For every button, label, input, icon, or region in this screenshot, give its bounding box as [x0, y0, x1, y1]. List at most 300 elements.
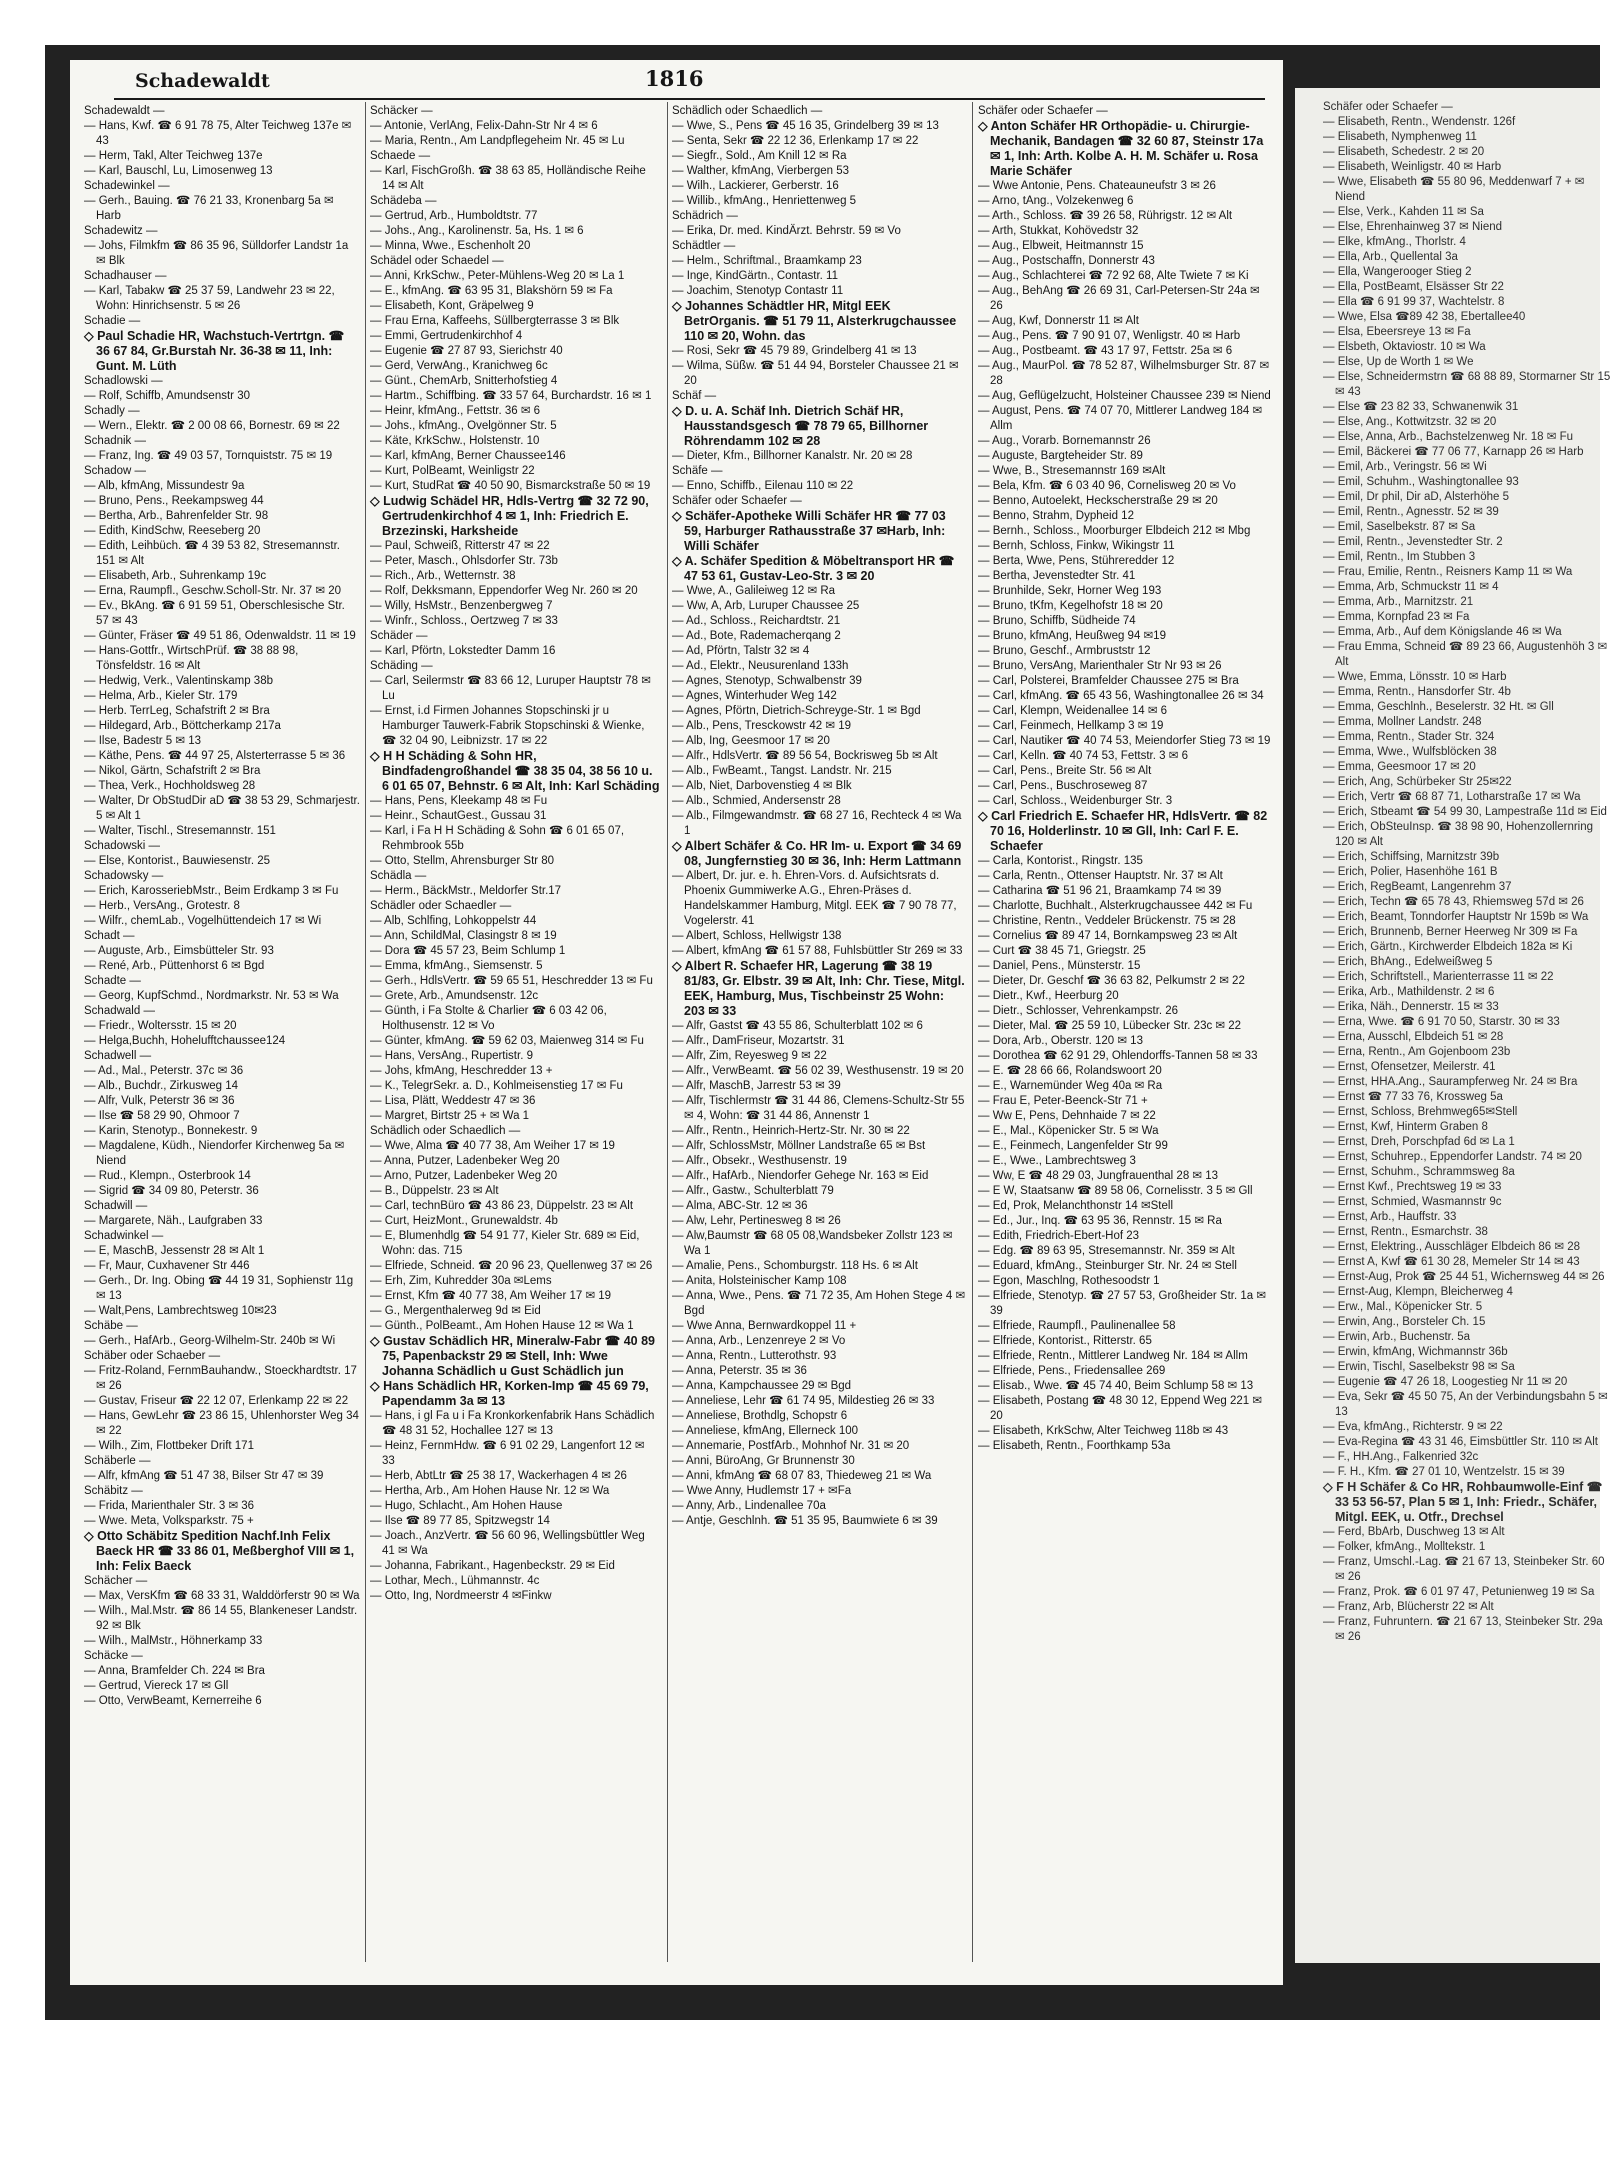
directory-entry: — Emil, Arb., Veringstr. 56 ✉ Wi	[1323, 461, 1487, 473]
directory-entry: — Ad., Mal., Peterstr. 37c ✉ 36	[84, 1065, 244, 1077]
surname-heading: Schadt —	[84, 930, 135, 942]
directory-entry: — Inge, KindGärtn., Contastr. 11	[672, 270, 838, 282]
directory-entry: — Ernst Kwf., Prechtsweg 19 ✉ 33	[1323, 1181, 1502, 1193]
directory-entry: ◇ H H Schäding & Sohn HR, Bindfadengroßhandel ☎ 38 35 04, 38 56 10 u. 6 01 65 07, Behnstr. 6 ✉ Alt, Inh: Karl Schäding	[370, 749, 660, 793]
surname-heading: Schädtler —	[672, 240, 736, 252]
directory-entry: — Wwe, Alma ☎ 40 77 38, Am Weiher 17 ✉ 19	[370, 1140, 615, 1152]
directory-entry: — Auguste, Bargteheider Str. 89	[978, 450, 1143, 462]
directory-entry: — Ernst, Schuhm., Schrammsweg 8a	[1323, 1166, 1515, 1178]
directory-entry: — Folker, kfmAng., Molltekstr. 1	[1323, 1541, 1486, 1553]
directory-entry: — Emma, Mollner Landstr. 248	[1323, 716, 1482, 728]
surname-heading: Schäfer oder Schaefer —	[672, 495, 802, 507]
directory-entry: — Agnes, Pförtn, Dietrich-Schreyge-Str. 1 ✉ Bgd	[672, 705, 921, 717]
directory-entry: — Agnes, Stenotyp, Schwalbenstr 39	[672, 675, 862, 687]
directory-entry: — Erich, Beamt, Tonndorfer Hauptstr Nr 159b ✉ Wa	[1323, 911, 1589, 923]
directory-entry: ◇ Otto Schäbitz Spedition Nachf.Inh Felix Baeck HR ☎ 33 86 01, Meßberghof VIII ✉ 1, Inh: Felix Baeck	[84, 1529, 358, 1573]
directory-entry: — Ernst, Kwf, Hinterm Graben 8	[1323, 1121, 1488, 1133]
directory-entry: — Erich, Polier, Hasenhöhe 161 B	[1323, 866, 1498, 878]
directory-entry: — Anna, Putzer, Ladenbeker Weg 20	[370, 1155, 560, 1167]
directory-entry: — Winfr., Schloss., Oertzweg 7 ✉ 33	[370, 615, 558, 627]
directory-entry: — Anneliese, kfmAng, Ellerneck 100	[672, 1425, 859, 1437]
directory-entry: — E., Wwe., Lambrechtsweg 3	[978, 1155, 1136, 1167]
directory-entry: — Charlotte, Buchhalt., Alsterkrugchaussee 442 ✉ Fu	[978, 900, 1253, 912]
surname-heading: Schadte —	[84, 975, 141, 987]
directory-entry: — Enno, Schiffb., Eilenau 110 ✉ 22	[672, 480, 854, 492]
directory-entry: — Carl, Nautiker ☎ 40 74 53, Meiendorfer Stieg 73 ✉ 19	[978, 735, 1271, 747]
directory-entry: — Willy, HsMstr., Benzenbergweg 7	[370, 600, 553, 612]
directory-entry: — Annemarie, PostfArb., Mohnhof Nr. 31 ✉ 20	[672, 1440, 910, 1452]
directory-entry: — Anna, Wwe., Pens. ☎ 71 72 35, Am Hohen Stege 4 ✉ Bgd	[672, 1290, 969, 1317]
directory-entry: — Frau E, Peter-Beenck-Str 71 +	[978, 1095, 1148, 1107]
surname-heading: Schadnik —	[84, 435, 147, 447]
directory-entry: — Else ☎ 23 82 33, Schwanenwik 31	[1323, 401, 1519, 413]
directory-entry: — Hans, Kwf. ☎ 6 91 78 75, Alter Teichweg 137e ✉ 43	[84, 120, 355, 147]
directory-entry: ◇ A. Schäfer Spedition & Möbeltransport HR ☎ 47 53 61, Gustav-Leo-Str. 3 ✉ 20	[672, 554, 958, 583]
directory-entry: — Anneliese, Lehr ☎ 61 74 95, Mildestieg 26 ✉ 33	[672, 1395, 935, 1407]
directory-entry: — Edith, Friedrich-Ebert-Hof 23	[978, 1230, 1140, 1242]
surname-heading: Schadie —	[84, 315, 141, 327]
directory-entry: — Wwe, Elisabeth ☎ 55 80 96, Meddenwarf 7 + ✉ Niend	[1323, 176, 1588, 203]
directory-entry: — Else, Up de Worth 1 ✉ We	[1323, 356, 1474, 368]
directory-entry: — Hartm., Schiffbing. ☎ 33 57 64, Burchardstr. 16 ✉ 1	[370, 390, 652, 402]
directory-entry: — Alw,Baumstr ☎ 68 05 08,Wandsbeker Zollstr 123 ✉ Wa 1	[672, 1230, 956, 1257]
directory-entry: — Helma, Arb., Kieler Str. 179	[84, 690, 238, 702]
directory-entry: — Helm., Schriftmal., Braamkamp 23	[672, 255, 862, 267]
directory-entry: ◇ Anton Schäfer HR Orthopädie- u. Chirurgie-Mechanik, Bandagen ☎ 32 60 87, Steinstr 17a ✉ 1, Inh: Arth. Kolbe A. H. M. Schäfer u. Rosa Marie Schäfer	[978, 119, 1267, 178]
directory-entry: — Thea, Verk., Hochholdsweg 28	[84, 780, 256, 792]
surname-heading: Schäcker —	[370, 105, 433, 117]
directory-entry: — Bruno, kfmAng, Heußweg 94 ✉19	[978, 630, 1166, 642]
directory-entry: — Dietr., Kwf., Heerburg 20	[978, 990, 1119, 1002]
directory-entry: — Bruno, Pens., Reekampsweg 44	[84, 495, 264, 507]
directory-entry: — Bertha, Jevenstedter Str. 41	[978, 570, 1136, 582]
directory-entry: — Rich., Arb., Wetternstr. 38	[370, 570, 516, 582]
directory-entry: — Bruno, tKfm, Kegelhofstr 18 ✉ 20	[978, 600, 1163, 612]
directory-entry: — Dieter, Kfm., Billhorner Kanalstr. Nr. 20 ✉ 28	[672, 450, 913, 462]
directory-entry: — Antonie, VerlAng, Felix-Dahn-Str Nr 4 ✉ 6	[370, 120, 598, 132]
directory-entry: — Wern., Elektr. ☎ 2 00 08 66, Bornestr. 69 ✉ 22	[84, 420, 340, 432]
directory-entry: — Ernst, HHA.Ang., Saurampferweg Nr. 24 ✉ Bra	[1323, 1076, 1578, 1088]
directory-entry: — Erwin, Tischl, Saselbekstr 98 ✉ Sa	[1323, 1361, 1515, 1373]
directory-entry: — Erich, Vertr ☎ 68 87 71, Lotharstraße 17 ✉ Wa	[1323, 791, 1581, 803]
surname-heading: Schadlowski —	[84, 375, 163, 387]
surname-heading: Schadwinkel —	[84, 1230, 164, 1242]
directory-entry: — Carl, Klempn, Weidenallee 14 ✉ 6	[978, 705, 1168, 717]
directory-entry: — Egon, Maschlng, Rothesoodstr 1	[978, 1275, 1160, 1287]
directory-entry: — Peter, Masch., Ohlsdorfer Str. 73b	[370, 555, 558, 567]
directory-entry: — Agnes, Winterhuder Weg 142	[672, 690, 837, 702]
directory-entry: — Karl, i Fa H H Schäding & Sohn ☎ 6 01 65 07, Rehmbrook 55b	[370, 825, 628, 852]
directory-entry: — Käthe, Pens. ☎ 44 97 25, Alsterterrasse 5 ✉ 36	[84, 750, 346, 762]
directory-entry: — Alb., Pens, Tresckowstr 42 ✉ 19	[672, 720, 852, 732]
directory-entry: — Ernst, Arb., Hauffstr. 33	[1323, 1211, 1457, 1223]
directory-entry: — Alb, Schlfing, Lohkoppelstr 44	[370, 915, 537, 927]
directory-entry: — Alfr, Tischlermstr ☎ 31 44 86, Clemens-Schultz-Str 55 ✉ 4, Wohn: ☎ 31 44 86, Annenstr 1	[672, 1095, 968, 1122]
directory-entry: — Anna, Peterstr. 35 ✉ 36	[672, 1365, 807, 1377]
directory-entry: ◇ Johannes Schädtler HR, Mitgl EEK BetrOrganis. ☎ 51 79 11, Alsterkrugchaussee 110 ✉ 20, Wohn. das	[672, 299, 960, 343]
directory-entry: — Bela, Kfm. ☎ 6 03 40 96, Cornelisweg 20 ✉ Vo	[978, 480, 1236, 492]
directory-entry: — Wilh., Mal.Mstr. ☎ 86 14 55, Blankeneser Landstr. 92 ✉ Blk	[84, 1605, 361, 1632]
directory-entry: — Otto, Stellm, Ahrensburger Str 80	[370, 855, 555, 867]
surname-heading: Schädlich oder Schaedlich —	[672, 105, 823, 117]
directory-entry: — Frau Emma, Schneid ☎ 89 23 66, Augustenhöh 3 ✉ Alt	[1323, 641, 1610, 668]
directory-entry: — Curt ☎ 38 45 71, Griegstr. 25	[978, 945, 1146, 957]
directory-entry: — Ernst-Aug, Prok ☎ 25 44 51, Wichernsweg 44 ✉ 26	[1323, 1271, 1605, 1283]
directory-entry: — Emma, Geschlnh., Beselerstr. 32 Ht. ✉ Gll	[1323, 701, 1554, 713]
directory-entry: — Carl, Feinmech, Hellkamp 3 ✉ 19	[978, 720, 1164, 732]
adjacent-page-column	[1323, 100, 1613, 1645]
directory-entry: — Alb., Schmied, Andersenstr 28	[672, 795, 841, 807]
directory-entry: — Catharina ☎ 51 96 21, Braamkamp 74 ✉ 39	[978, 885, 1222, 897]
directory-entry: — Hans, Pens, Kleekamp 48 ✉ Fu	[370, 795, 548, 807]
directory-column-1	[84, 104, 364, 1709]
directory-entry: — Heinr., SchautGest., Gussau 31	[370, 810, 547, 822]
directory-entry: ◇ Hans Schädlich HR, Korken-Imp ☎ 45 69 79, Papendamm 3a ✉ 13	[370, 1379, 653, 1408]
directory-entry: — Emil, Rentn., Jevenstedter Str. 2	[1323, 536, 1503, 548]
directory-entry: — Bernh, Schloss, Finkw, Wikingstr 11	[978, 540, 1175, 552]
directory-entry: — Alfr, SchlossMstr, Möllner Landstraße 65 ✉ Bst	[672, 1140, 926, 1152]
directory-entry: — Ilse ☎ 58 29 90, Ohmoor 7	[84, 1110, 240, 1122]
directory-entry: — Ferd, BbArb, Duschweg 13 ✉ Alt	[1323, 1526, 1505, 1538]
directory-entry: — Günth., PolBeamt., Am Hohen Hause 12 ✉ Wa 1	[370, 1320, 634, 1332]
directory-entry: — Franz, Arb, Blücherstr 22 ✉ Alt	[1323, 1601, 1494, 1613]
directory-entry: — Lothar, Mech., Lühmannstr. 4c	[370, 1575, 540, 1587]
directory-entry: — Emma, Rentn., Stader Str. 324	[1323, 731, 1495, 743]
directory-entry: — Dora, Arb., Oberstr. 120 ✉ 13	[978, 1035, 1143, 1047]
directory-entry: — Hedwig, Verk., Valentinskamp 38b	[84, 675, 273, 687]
directory-entry: ◇ Paul Schadie HR, Wachstuch-Vertrtgn. ☎ 36 67 84, Gr.Burstah Nr. 36-38 ✉ 11, Inh: Gunt. M. Lüth	[84, 329, 348, 373]
directory-entry: — Elisab., Wwe. ☎ 45 74 40, Beim Schlump 58 ✉ 13	[978, 1380, 1254, 1392]
directory-entry: — Wwe, B., Stresemannstr 169 ✉Alt	[978, 465, 1166, 477]
directory-entry: — Elfriede, Pens., Friedensallee 269	[978, 1365, 1166, 1377]
directory-entry: — E. ☎ 28 66 66, Rolandswoort 20	[978, 1065, 1162, 1077]
directory-entry: — Elisabeth, Postang ☎ 48 30 12, Eppend Weg 221 ✉ 20	[978, 1395, 1266, 1422]
directory-entry: — Alfr, Zim, Reyesweg 9 ✉ 22	[672, 1050, 827, 1062]
directory-entry: — E W, Staatsanw ☎ 89 58 06, Cornelisstr. 3 5 ✉ Gll	[978, 1185, 1253, 1197]
directory-entry: — Heinz, FernmHdw. ☎ 6 91 02 29, Langenfort 12 ✉ 33	[370, 1440, 648, 1467]
directory-entry: — Ella, Arb., Quellental 3a	[1323, 251, 1458, 263]
surname-heading: Schäfer oder Schaefer —	[978, 105, 1108, 117]
directory-entry: — Ernst, Ofensetzer, Meilerstr. 41	[1323, 1061, 1496, 1073]
directory-entry: — Herm., BäckMstr., Meldorfer Str.17	[370, 885, 562, 897]
directory-entry: — Hans, i gl Fa u i Fa Kronkorkenfabrik Hans Schädlich ☎ 48 31 52, Hochallee 127 ✉ 13	[370, 1410, 658, 1437]
directory-entry: ◇ D. u. A. Schäf Inh. Dietrich Schäf HR, Hausstandsgesch ☎ 78 79 65, Billhorner Röhrendamm 102 ✉ 28	[672, 404, 932, 448]
directory-entry: — Emma, Arb., Auf dem Königslande 46 ✉ Wa	[1323, 626, 1562, 638]
directory-entry: — Wwe Anny, Hudlemstr 17 + ✉Fa	[672, 1485, 852, 1497]
directory-entry: — E., Feinmech, Langenfelder Str 99	[978, 1140, 1168, 1152]
directory-entry: — Fritz-Roland, FernmBauhandw., Stoeckhardtstr. 17 ✉ 26	[84, 1365, 361, 1392]
directory-entry: — Emma, Arb., Marnitzstr. 21	[1323, 596, 1474, 608]
directory-entry: — Franz, Prok. ☎ 6 01 97 47, Petunienweg 19 ✉ Sa	[1323, 1586, 1595, 1598]
surname-heading: Schächer —	[84, 1575, 148, 1587]
directory-entry: — Daniel, Pens., Münsterstr. 15	[978, 960, 1141, 972]
directory-entry: — Bruno, VersAng, Marienthaler Str Nr 93 ✉ 26	[978, 660, 1222, 672]
directory-entry: — Alfr, Gastst ☎ 43 55 86, Schulterblatt 102 ✉ 6	[672, 1020, 923, 1032]
directory-entry: — Wwe Antonie, Pens. Chateauneufstr 3 ✉ 26	[978, 180, 1216, 192]
directory-entry: — Frida, Marienthaler Str. 3 ✉ 36	[84, 1500, 255, 1512]
directory-entry: — Emmi, Gertrudenkirchhof 4	[370, 330, 523, 342]
directory-entry: — Alb, kfmAng, Missundestr 9a	[84, 480, 245, 492]
directory-entry: — Ilse ☎ 89 77 85, Spitzwegstr 14	[370, 1515, 550, 1527]
surname-heading: Schädler oder Schaedler —	[370, 900, 512, 912]
directory-entry: — Alfr., Rentn., Heinrich-Hertz-Str. Nr. 30 ✉ 22	[672, 1125, 910, 1137]
directory-entry: — Heinr, kfmAng., Fettstr. 36 ✉ 6	[370, 405, 541, 417]
directory-entry: — Eva, kfmAng., Richterstr. 9 ✉ 22	[1323, 1421, 1503, 1433]
directory-entry: — Edg. ☎ 89 63 95, Stresemannstr. Nr. 359 ✉ Alt	[978, 1245, 1235, 1257]
directory-entry: — Alfr, Vulk, Peterstr 36 ✉ 36	[84, 1095, 235, 1107]
directory-entry: — Christine, Rentn., Veddeler Brückenstr. 75 ✉ 28	[978, 915, 1236, 927]
directory-entry: — Alb., FwBeamt., Tangst. Landstr. Nr. 215	[672, 765, 892, 777]
surname-heading: Schäber oder Schaeber —	[84, 1350, 221, 1362]
directory-entry: ◇ Carl Friedrich E. Schaefer HR, HdlsVertr. ☎ 82 70 16, Holderlinstr. 10 ✉ Gll, Inh: Carl F. E. Schaefer	[978, 809, 1271, 853]
surname-heading: Schadwell —	[84, 1050, 152, 1062]
directory-entry: — Nikol, Gärtn, Schafstrift 2 ✉ Bra	[84, 765, 261, 777]
directory-entry: — Erika, Arb., Mathildenstr. 2 ✉ 6	[1323, 986, 1495, 998]
directory-entry: — Erna, Rentn., Am Gojenboom 23b	[1323, 1046, 1511, 1058]
directory-entry: — Aug, Geflügelzucht, Holsteiner Chaussee 239 ✉ Niend	[978, 390, 1271, 402]
directory-entry: — Erna, Raumpfl., Geschw.Scholl-Str. Nr. 37 ✉ 20	[84, 585, 341, 597]
directory-entry: — Erna, Wwe. ☎ 6 91 70 50, Starstr. 30 ✉ 33	[1323, 1016, 1560, 1028]
directory-entry: — Franz, Umschl.-Lag. ☎ 21 67 13, Steinbeker Str. 60 ✉ 26	[1323, 1556, 1608, 1583]
column-divider	[667, 102, 668, 1962]
directory-entry: — Ella ☎ 6 91 99 37, Wachtelstr. 8	[1323, 296, 1505, 308]
directory-entry: — Siegfr., Sold., Am Knill 12 ✉ Ra	[672, 150, 847, 162]
directory-entry: — E, Blumenhdlg ☎ 54 91 77, Kieler Str. 689 ✉ Eid, Wohn: das. 715	[370, 1230, 643, 1257]
directory-entry: — Johs., Ang., Karolinenstr. 5a, Hs. 1 ✉ 6	[370, 225, 584, 237]
directory-entry: — Anna, Arb., Lenzenreye 2 ✉ Vo	[672, 1335, 846, 1347]
surname-heading: Schädel oder Schaedel —	[370, 255, 504, 267]
directory-entry: — Erw., Mal., Köpenicker Str. 5	[1323, 1301, 1483, 1313]
directory-entry: — Erich, RegBeamt, Langenrehm 37	[1323, 881, 1512, 893]
directory-entry: — Erika, Näh., Dennerstr. 15 ✉ 33	[1323, 1001, 1499, 1013]
directory-entry: — Brunhilde, Sekr, Horner Weg 193	[978, 585, 1162, 597]
directory-entry: — Friedr., Woltersstr. 15 ✉ 20	[84, 1020, 237, 1032]
directory-entry: — Wilh., MalMstr., Höhnerkamp 33	[84, 1635, 263, 1647]
directory-entry: — Wwe. Meta, Volksparkstr. 75 +	[84, 1515, 254, 1527]
directory-entry: — Bruno, Schiffb, Südheide 74	[978, 615, 1136, 627]
directory-entry: ◇ Albert R. Schaefer HR, Lagerung ☎ 38 19 81/83, Gr. Elbstr. 39 ✉ Alt, Inh: Chr. Tiese, Mitgl. EEK, Hamburg, Mus, Tischbeinstr 25 Wohn: 203 ✉ 33	[672, 959, 969, 1018]
directory-entry: — Ad., Bote, Rademacherqang 2	[672, 630, 841, 642]
directory-entry: — Fr, Maur, Cuxhavener Str 446	[84, 1260, 250, 1272]
directory-entry: — Anita, Holsteinischer Kamp 108	[672, 1275, 847, 1287]
directory-entry: — Ernst, Elektring., Ausschläger Elbdeich 86 ✉ 28	[1323, 1241, 1581, 1253]
directory-entry: — Gerh., Dr. Ing. Obing ☎ 44 19 31, Sophienstr 11g ✉ 13	[84, 1275, 357, 1302]
directory-entry: — Aug., Elbweit, Heitmannstr 15	[978, 240, 1144, 252]
surname-heading: Schadwill —	[84, 1200, 148, 1212]
directory-entry: — Arno, tAng., Volzekenweg 6	[978, 195, 1134, 207]
directory-entry: — Gerd, VerwAng., Kranichweg 6c	[370, 360, 548, 372]
directory-entry: — Elisabeth, Kont, Gräpelweg 9	[370, 300, 534, 312]
directory-entry: — G., Mergenthalerweg 9d ✉ Eid	[370, 1305, 541, 1317]
directory-entry: — Erich, BhAng., Edelweißweg 5	[1323, 956, 1493, 968]
surname-heading: Schädla —	[370, 870, 427, 882]
directory-entry: — Walter, Dr ObStudDir aD ☎ 38 53 29, Schmarjestr. 5 ✉ Alt 1	[84, 795, 364, 822]
directory-entry: — Elfriede, Rentn., Mittlerer Landweg Nr. 184 ✉ Allm	[978, 1350, 1248, 1362]
directory-entry: — Erich, KarosseriebMstr., Beim Erdkamp 3 ✉ Fu	[84, 885, 339, 897]
directory-entry: — Anni, BüroAng, Gr Brunnenstr 30	[672, 1455, 855, 1467]
column-divider	[972, 102, 973, 1962]
directory-entry: — Else, Schneidermstrn ☎ 68 88 89, Stormarner Str 15 ✉ 43	[1323, 371, 1611, 398]
directory-entry: — Ernst, Schuhrep., Eppendorfer Landstr. 74 ✉ 20	[1323, 1151, 1582, 1163]
directory-entry: — Günth, i Fa Stolte & Charlier ☎ 6 03 42 06, Holthusenstr. 12 ✉ Vo	[370, 1005, 610, 1032]
directory-column-4	[978, 104, 1273, 1454]
surname-heading: Schadewinkel —	[84, 180, 170, 192]
directory-entry: — Frau, Emilie, Rentn., Reisners Kamp 11 ✉ Wa	[1323, 566, 1573, 578]
directory-entry: ◇ Albert Schäfer & Co. HR Im- u. Export ☎ 34 69 08, Jungfernstieg 30 ✉ 36, Inh: Herm Lattmann	[672, 839, 965, 868]
directory-entry: — Walt,Pens, Lambrechtsweg 10✉23	[84, 1305, 277, 1317]
directory-entry: — Sigrid ☎ 34 09 80, Peterstr. 36	[84, 1185, 259, 1197]
directory-entry: — E., kfmAng. ☎ 63 95 31, Blakshörn 59 ✉ Fa	[370, 285, 613, 297]
directory-entry: — Grete, Arb., Amundsenstr. 12c	[370, 990, 539, 1002]
directory-entry: — Edith, KindSchw, Reeseberg 20	[84, 525, 261, 537]
directory-entry: — Ernst A, Kwf ☎ 61 30 28, Memeler Str 14 ✉ 43	[1323, 1256, 1580, 1268]
directory-entry: — Lisa, Plätt, Weddestr 47 ✉ 36	[370, 1095, 536, 1107]
directory-entry: — Elsa, Ebeersreye 13 ✉ Fa	[1323, 326, 1471, 338]
directory-entry: — Alb, Ing, Geesmoor 17 ✉ 20	[672, 735, 830, 747]
surname-heading: Schadwald —	[84, 1005, 155, 1017]
directory-entry: — E., Warnemünder Weg 40a ✉ Ra	[978, 1080, 1163, 1092]
directory-entry: — Dieter, Dr. Geschf ☎ 36 63 82, Pelkumstr 2 ✉ 22	[978, 975, 1245, 987]
directory-entry: — Anny, Arb., Lindenallee 70a	[672, 1500, 826, 1512]
directory-entry: ◇ Schäfer-Apotheke Willi Schäfer HR ☎ 77 03 59, Harburger Rathausstraße 37 ✉Harb, Inh: Willi Schäfer	[672, 509, 950, 553]
directory-entry: — Emma, Geesmoor 17 ✉ 20	[1323, 761, 1476, 773]
directory-entry: — Alw, Lehr, Pertinesweg 8 ✉ 26	[672, 1215, 841, 1227]
directory-entry: — Benno, Autoelekt, Heckscherstraße 29 ✉ 20	[978, 495, 1218, 507]
directory-entry: — Ww E, Pens, Dehnhaide 7 ✉ 22	[978, 1110, 1156, 1122]
directory-entry: — Dietr., Schlosser, Vehrenkampstr. 26	[978, 1005, 1179, 1017]
surname-heading: Schadow —	[84, 465, 147, 477]
directory-entry: — Herb. TerrLeg, Schafstrift 2 ✉ Bra	[84, 705, 270, 717]
directory-entry: — Ernst-Aug, Klempn, Bleicherweg 4	[1323, 1286, 1513, 1298]
directory-entry: — Aug., Vorarb. Bornemannstr 26	[978, 435, 1151, 447]
directory-entry: — Ella, Wangerooger Stieg 2	[1323, 266, 1472, 278]
directory-entry: — Otto, VerwBeamt, Kernerreihe 6	[84, 1695, 262, 1707]
directory-entry: — Rolf, Schiffb, Amundsenstr 30	[84, 390, 250, 402]
surname-heading: Schäder —	[370, 630, 428, 642]
directory-entry: — Karl, FischGroßh. ☎ 38 63 85, Holländische Reihe 14 ✉ Alt	[370, 165, 649, 192]
directory-entry: — Hans, VersAng., Rupertistr. 9	[370, 1050, 533, 1062]
directory-entry: — Gerh., HdlsVertr. ☎ 59 65 51, Heschredder 13 ✉ Fu	[370, 975, 653, 987]
directory-entry: — Margret, Birtstr 25 + ✉ Wa 1	[370, 1110, 530, 1122]
directory-entry: — Arno, Putzer, Ladenbeker Weg 20	[370, 1170, 558, 1182]
directory-entry: — Elsbeth, Oktaviostr. 10 ✉ Wa	[1323, 341, 1486, 353]
directory-entry: — Aug., Schlachterei ☎ 72 92 68, Alte Twiete 7 ✉ Ki	[978, 270, 1249, 282]
directory-entry: — Karl, Bauschl, Lu, Limosenweg 13	[84, 165, 273, 177]
directory-entry: — Karl, kfmAng, Berner Chaussee146	[370, 450, 566, 462]
surname-heading: Schäbitz —	[84, 1485, 143, 1497]
directory-entry: — Anneliese, Brothdlg, Schopstr 6	[672, 1410, 848, 1422]
directory-entry: — Gerh., Bauing. ☎ 76 21 33, Kronenbarg 5a ✉ Harb	[84, 195, 337, 222]
directory-entry: — Herb., VersAng., Grotestr. 8	[84, 900, 240, 912]
directory-entry: — Erwin, Ang., Borsteler Ch. 15	[1323, 1316, 1486, 1328]
directory-entry: — Ernst, i.d Firmen Johannes Stopschinski jr u Hamburger Tauwerk-Fabrik Stopschinski & Wienke, ☎ 32 04 90, Leibnizstr. 17 ✉ 22	[370, 705, 648, 747]
directory-entry: — Ernst, Rentn., Esmarchstr. 38	[1323, 1226, 1488, 1238]
directory-entry: — Auguste, Arb., Eimsbütteler Str. 93	[84, 945, 274, 957]
directory-entry: — Albert, kfmAng ☎ 61 57 88, Fuhlsbüttler Str 269 ✉ 33	[672, 945, 963, 957]
directory-entry: — Erich, Schriftstell., Marienterrasse 11 ✉ 22	[1323, 971, 1554, 983]
directory-entry: — Ann, SchildMal, Clasingstr 8 ✉ 19	[370, 930, 557, 942]
directory-entry: — Aug., MaurPol. ☎ 78 52 87, Wilhelmsburger Str. 87 ✉ 28	[978, 360, 1273, 387]
directory-entry: — Aug, Kwf, Donnerstr 11 ✉ Alt	[978, 315, 1139, 327]
directory-entry: — Cornelius ☎ 89 47 14, Bornkampsweg 23 ✉ Alt	[978, 930, 1238, 942]
directory-entry: — Hildegard, Arb., Böttcherkamp 217a	[84, 720, 281, 732]
directory-entry: — Paul, Schweiß, Ritterstr 47 ✉ 22	[370, 540, 550, 552]
directory-entry: — Carl, technBüro ☎ 43 86 23, Düppelstr. 23 ✉ Alt	[370, 1200, 634, 1212]
surname-heading: Schäbe —	[84, 1320, 138, 1332]
directory-entry: — August, Pens. ☎ 74 07 70, Mittlerer Landweg 184 ✉ Allm	[978, 405, 1265, 432]
directory-entry: — Alb., Buchdr., Zirkusweg 14	[84, 1080, 239, 1092]
directory-entry: — Emil, Dr phil, Dir aD, Alsterhöhe 5	[1323, 491, 1509, 503]
directory-entry: — Herm, Takl, Alter Teichweg 137e	[84, 150, 263, 162]
directory-entry: — Ad, Pförtn, Talstr 32 ✉ 4	[672, 645, 810, 657]
directory-entry: — F., HH.Ang., Falkenried 32c	[1323, 1451, 1479, 1463]
directory-entry: — Erich, ObSteuInsp. ☎ 38 98 90, Hohenzollernring 120 ✉ Alt	[1323, 821, 1597, 848]
directory-entry: — Edith, Leihbüch. ☎ 4 39 53 82, Stresemannstr. 151 ✉ Alt	[84, 540, 344, 567]
directory-entry: — Eva, Sekr ☎ 45 50 75, An der Verbindungsbahn 5 ✉ 13	[1323, 1391, 1612, 1418]
directory-entry: — Joachim, Stenotyp Contastr 11	[672, 285, 844, 297]
directory-entry: — Ilse, Badestr 5 ✉ 13	[84, 735, 202, 747]
directory-entry: — Alfr, MaschB, Jarrestr 53 ✉ 39	[672, 1080, 841, 1092]
directory-entry: — Alma, ABC-Str. 12 ✉ 36	[672, 1200, 808, 1212]
directory-entry: — Eva-Regina ☎ 43 31 46, Eimsbüttler Str. 110 ✉ Alt	[1323, 1436, 1598, 1448]
directory-entry: — Eduard, kfmAng., Steinburger Str. Nr. 24 ✉ Stell	[978, 1260, 1237, 1272]
directory-entry: — Erich, Schiffsing, Marnitzstr 39b	[1323, 851, 1500, 863]
directory-entry: — Elisabeth, Rentn., Wendenstr. 126f	[1323, 116, 1516, 128]
directory-entry: — Elisabeth, Weinligstr. 40 ✉ Harb	[1323, 161, 1502, 173]
directory-entry: — Johs., kfmAng., Ovelgönner Str. 5	[370, 420, 557, 432]
directory-entry: — Albert, Dr. jur. e. h. Ehren-Vors. d. Aufsichtsrats d. Phoenix Gummiwerke A.G., Ehren-Präses d. Handelskammer Hamburg, Mitgl. EEK ☎ 7 90 78 77, Vogelerstr. 41	[672, 870, 960, 927]
directory-entry: — Emma, Wwe., Wulfsblöcken 38	[1323, 746, 1497, 758]
directory-entry: — Helga,Buchh, Hohelufftchaussee124	[84, 1035, 286, 1047]
directory-entry: — Wwe, Elsa ☎89 42 38, Ebertallee40	[1323, 311, 1526, 323]
directory-entry: — Georg, KupfSchmd., Nordmarkstr. Nr. 53 ✉ Wa	[84, 990, 339, 1002]
directory-entry: — Gertrud, Viereck 17 ✉ Gll	[84, 1680, 229, 1692]
directory-entry: — Ed., Jur., Inq. ☎ 63 95 36, Rennstr. 15 ✉ Ra	[978, 1215, 1222, 1227]
directory-entry: — Emil, Schuhm., Washingtonallee 93	[1323, 476, 1519, 488]
directory-entry: — Elfriede, Schneid. ☎ 20 96 23, Quellenweg 37 ✉ 26	[370, 1260, 653, 1272]
directory-entry: — Emma, Kornpfad 23 ✉ Fa	[1323, 611, 1470, 623]
directory-entry: — Minna, Wwe., Eschenholt 20	[370, 240, 531, 252]
directory-entry: — Wilh., Lackierer, Gerberstr. 16	[672, 180, 839, 192]
directory-entry: — Erich, Ang, Schürbeker Str 25✉22	[1323, 776, 1512, 788]
directory-entry: — Aug., Pens. ☎ 7 90 91 07, Wenligstr. 40 ✉ Harb	[978, 330, 1241, 342]
directory-entry: — Erwin, Arb., Buchenstr. 5a	[1323, 1331, 1471, 1343]
directory-entry: — Karl, Pförtn, Lokstedter Damm 16	[370, 645, 556, 657]
directory-entry: — Emil, Rentn., Agnesstr. 52 ✉ 39	[1323, 506, 1499, 518]
directory-entry: — Ev., BkAng. ☎ 6 91 59 51, Oberschlesische Str. 57 ✉ 43	[84, 600, 349, 627]
directory-entry: — Amalie, Pens., Schomburgstr. 118 Hs. 6 ✉ Alt	[672, 1260, 918, 1272]
directory-entry: — Carl, Pens., Breite Str. 56 ✉ Alt	[978, 765, 1152, 777]
directory-entry: — Erika, Dr. med. KindÄrzt. Behrstr. 59 ✉ Vo	[672, 225, 901, 237]
directory-entry: — Carl, Seilermstr ☎ 83 66 12, Luruper Hauptstr 78 ✉ Lu	[370, 675, 655, 702]
directory-entry: — Aug., Postbeamt. ☎ 43 17 97, Fettstr. 25a ✉ 6	[978, 345, 1233, 357]
directory-entry: — Karl, Tabakw ☎ 25 37 59, Landwehr 23 ✉ 22, Wohn: Hinrichsenstr. 5 ✉ 26	[84, 285, 338, 312]
surname-heading: Schadewaldt —	[84, 105, 165, 117]
surname-heading: Schädlich oder Schaedlich —	[370, 1125, 521, 1137]
directory-page	[70, 60, 1283, 1985]
directory-entry: — Senta, Sekr ☎ 22 12 36, Erlenkamp 17 ✉ 22	[672, 135, 919, 147]
directory-entry: — Alfr., VerwBeamt. ☎ 56 02 39, Westhusenstr. 19 ✉ 20	[672, 1065, 964, 1077]
directory-entry: — Erich, Techn ☎ 65 78 43, Rhiemsweg 57d ✉ 26	[1323, 896, 1584, 908]
directory-entry: — Elisabeth, Schedestr. 2 ✉ 20	[1323, 146, 1485, 158]
surname-heading: Schädrich —	[672, 210, 738, 222]
directory-entry: — Elfriede, Raumpfl., Paulinenallee 58	[978, 1320, 1176, 1332]
directory-entry: — Else, Ehrenhainweg 37 ✉ Niend	[1323, 221, 1503, 233]
directory-entry: — Otto, Ing, Nordmeerstr 4 ✉Finkw	[370, 1590, 552, 1602]
page-header-name: Schadewaldt	[135, 70, 270, 92]
directory-entry: — Rud., Klempn., Osterbrook 14	[84, 1170, 251, 1182]
directory-entry: — Carla, Kontorist., Ringstr. 135	[978, 855, 1143, 867]
